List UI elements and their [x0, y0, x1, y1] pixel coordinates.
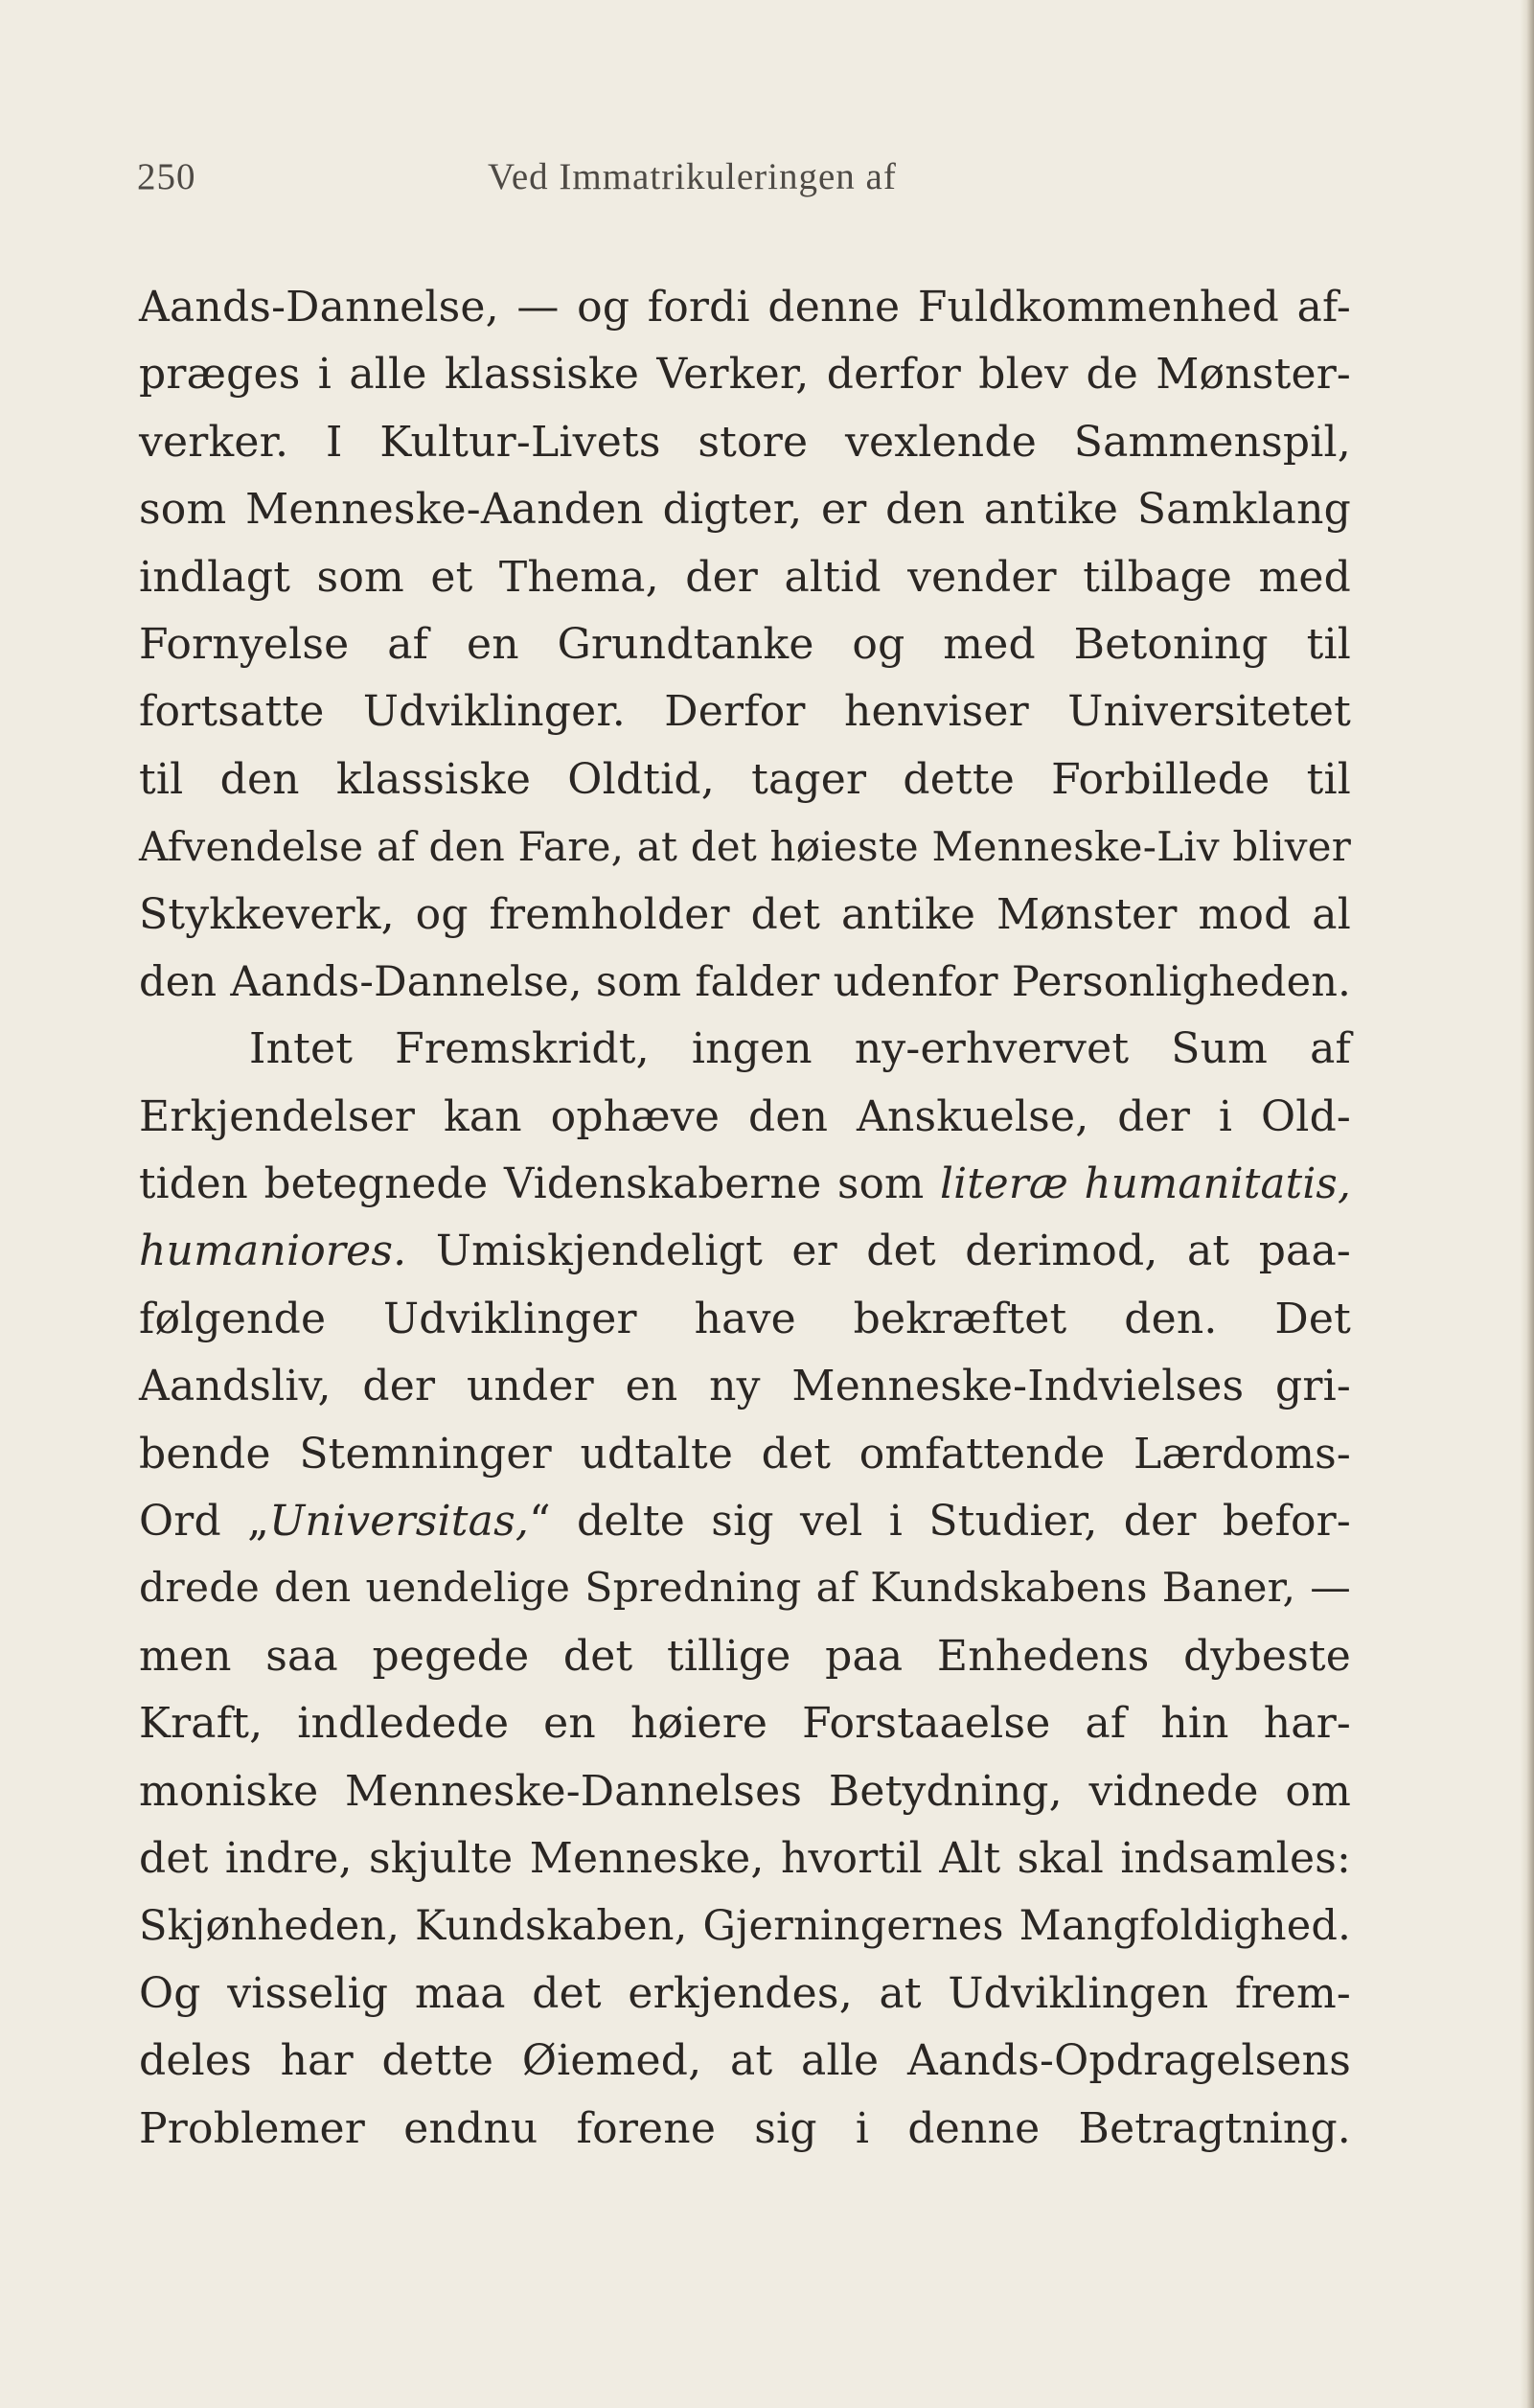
latin-phrase: literæ humanitatis, [939, 1160, 1351, 1209]
text-line: Afvendelse af den Fare, at det høieste Menneske-Liv bliver [139, 823, 1351, 871]
running-title: Ved Immatrikuleringen af [488, 156, 897, 197]
text-segment: Ord „ [139, 1497, 270, 1547]
text-line [139, 1151, 1351, 1218]
text-line: men saa pegede det tillige paa Enhedens dybeste [139, 1631, 1351, 1681]
text-line: Kraft, indledede en høiere Forstaaelse af hin har- [139, 1699, 1351, 1749]
text-line: Aandsliv, der under en ny Menneske-Indvielses gri- [139, 1362, 1351, 1411]
text-line: Fornyelse af en Grundtanke og med Betoning til [139, 619, 1351, 669]
text-line: moniske Menneske-Dannelses Betydning, vidnede om [139, 1766, 1351, 1816]
text-line: følgende Udviklinger have bekræftet den. Det [139, 1294, 1351, 1343]
page-edge-shadow [1521, 0, 1534, 2408]
text-line: Og visselig maa det erkjendes, at Udviklingen frem- [139, 1968, 1351, 2018]
text-segment: tiden betegnede Videnskaberne som [139, 1160, 940, 1209]
text-line: til den klassiske Oldtid, tager dette Forbillede til [139, 754, 1351, 804]
text-line: Aands-Dannelse, — og fordi denne Fuldkommenhed af- [139, 283, 1351, 332]
text-line: verker. I Kultur-Livets store vexlende Sammenspil, [139, 417, 1351, 467]
text-line: Stykkeverk, og fremholder det antike Mønster mod al [139, 889, 1351, 939]
text-line: bende Stemninger udtalte det omfattende Lærdoms- [139, 1429, 1351, 1479]
text-line: drede den uendelige Spredning af Kundskabens Baner, — [139, 1565, 1351, 1613]
page-number: 250 [137, 156, 196, 197]
text-line: som Menneske-Aanden digter, er den antike Samklang [139, 485, 1351, 535]
text-segment: “ delte sig vel i Studier, der befor- [529, 1497, 1351, 1547]
text-line: den Aands-Dannelse, som falder udenfor Personligheden. [139, 957, 1351, 1006]
text-line: indlagt som et Thema, der altid vender tilbage med [139, 552, 1351, 602]
text-line [139, 1218, 1351, 1285]
running-head [137, 155, 1354, 213]
text-line: Problemer endnu forene sig i denne Betragtning. [139, 2103, 1351, 2153]
paragraph-start-line: Intet Fremskridt, ingen ny-erhvervet Sum af [249, 1024, 1351, 1074]
text-line: præges i alle klassiske Verker, derfor blev de Mønster- [139, 350, 1351, 400]
text-line: fortsatte Udviklinger. Derfor henviser Universitetet [139, 687, 1351, 737]
body-text [139, 274, 1351, 2163]
text-line: det indre, skjulte Menneske, hvortil Alt skal indsamles: [139, 1833, 1351, 1883]
text-line [139, 1488, 1351, 1555]
text-segment: Umiskjendeligt er det derimod, at paa- [406, 1227, 1351, 1276]
latin-phrase: humaniores. [139, 1227, 407, 1276]
text-line: Erkjendelser kan ophæve den Anskuelse, der i Old- [139, 1091, 1351, 1141]
latin-phrase: Universitas, [269, 1497, 530, 1547]
text-line: deles har dette Øiemed, at alle Aands-Opdragelsens [139, 2036, 1351, 2086]
text-line: Skjønheden, Kundskaben, Gjerningernes Mangfoldighed. [139, 1902, 1351, 1951]
